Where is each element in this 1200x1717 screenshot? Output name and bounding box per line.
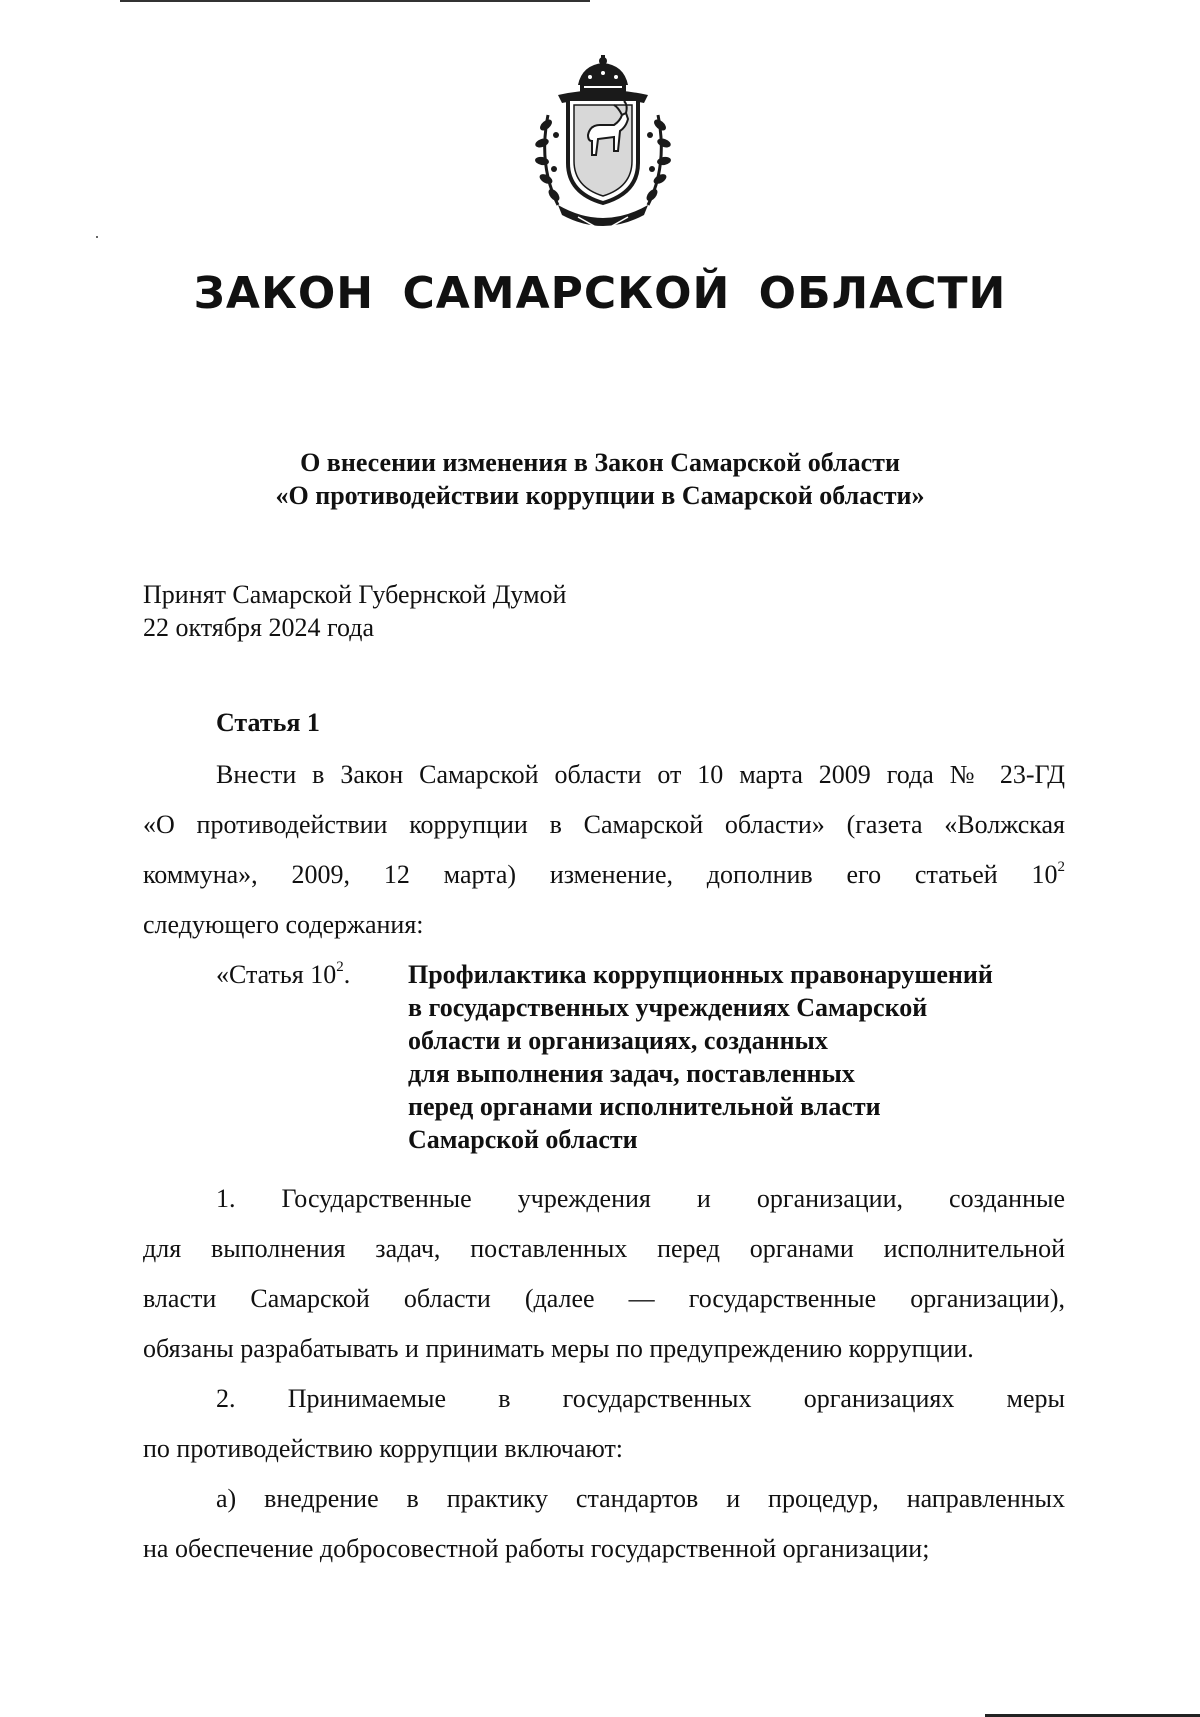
- paragraph-line: на обеспечение добросовестной работы государственной организации;: [143, 1534, 930, 1563]
- title-line: для выполнения задач, поставленных: [408, 1059, 855, 1088]
- superscript: 2: [336, 959, 344, 976]
- item-2a-paragraph: [143, 1474, 1065, 1574]
- paragraph-line: коммуна», 2009, 12 марта) изменение, дополнив его статьей $10^2$: [143, 859, 1065, 889]
- subtitle-line: «О противодействии коррупции в Самарской области»: [275, 481, 925, 510]
- paragraph-line: по противодействию коррупции включают:: [143, 1434, 624, 1463]
- title-line: Самарской области: [408, 1125, 638, 1154]
- scan-speck: [96, 236, 98, 238]
- title-line: Профилактика коррупционных правонарушений: [408, 960, 993, 989]
- article1-paragraph: [143, 750, 1065, 950]
- adoption-date: 22 октября 2024 года: [143, 613, 374, 642]
- title-line: области и организациях, созданных: [408, 1026, 828, 1055]
- paragraph-line: обязаны разрабатывать и принимать меры по предупреждению коррупции.: [143, 1334, 974, 1363]
- paragraph-line: власти Самарской области (далее — государственные организации),: [143, 1284, 1065, 1313]
- superscript: 2: [1057, 859, 1065, 876]
- new-article-label: «Статья $10^2$.: [216, 959, 351, 989]
- item-1-paragraph: [143, 1174, 1065, 1374]
- article-heading: Статья 1: [216, 708, 320, 737]
- subtitle-line: О внесении изменения в Закон Самарской области: [300, 448, 900, 477]
- paragraph-line: 2. Принимаемые в государственных организациях меры: [216, 1384, 1065, 1413]
- paragraph-line: 1. Государственные учреждения и организации, созданные: [216, 1184, 1065, 1213]
- paragraph-line: а) внедрение в практику стандартов и процедур, направленных: [216, 1484, 1065, 1513]
- scan-edge-top: [120, 0, 590, 2]
- adoption-body: Принят Самарской Губернской Думой: [143, 580, 567, 609]
- title-line: перед органами исполнительной власти: [408, 1092, 881, 1121]
- paragraph-line: «О противодействии коррупции в Самарской области» (газета «Волжская: [143, 810, 1065, 839]
- item-2-paragraph: [143, 1374, 1065, 1474]
- adoption-info: [143, 578, 566, 644]
- title-line: в государственных учреждениях Самарской: [408, 993, 928, 1022]
- paragraph-line: следующего содержания:: [143, 910, 424, 939]
- paragraph-line: Внести в Закон Самарской области от 10 марта 2009 года № 23-ГД: [216, 760, 1065, 789]
- new-article-title: [408, 958, 1068, 1156]
- paragraph-line: для выполнения задач, поставленных перед органами исполнительной: [143, 1234, 1065, 1263]
- law-subtitle: [0, 446, 1200, 512]
- coat-of-arms-icon: [518, 55, 688, 235]
- law-title: ЗАКОН САМАРСКОЙ ОБЛАСТИ: [193, 268, 1007, 319]
